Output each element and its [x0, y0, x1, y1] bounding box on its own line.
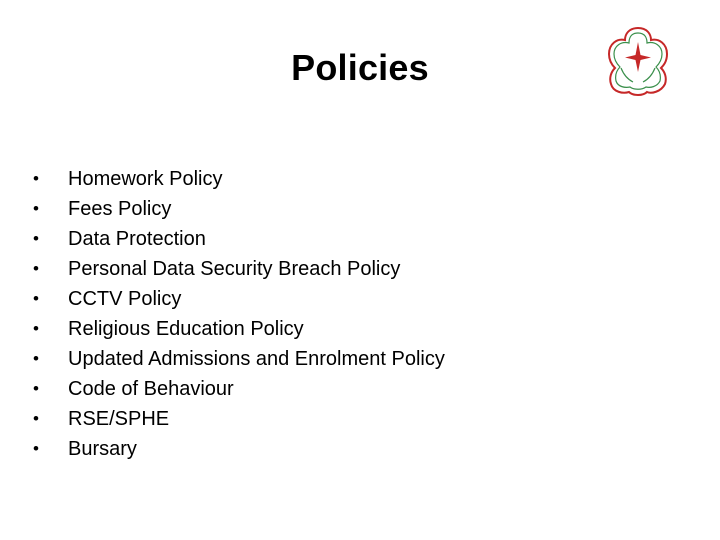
list-item — [30, 344, 445, 374]
bullet-dot-icon: • — [33, 319, 39, 338]
bullet-dot-icon: • — [33, 259, 39, 278]
bullet-dot-icon: • — [33, 169, 39, 188]
bullet-dot-icon: • — [33, 409, 39, 428]
list-item-label: Homework Policy — [68, 168, 223, 190]
bullet-dot-icon: • — [33, 349, 39, 368]
list-item-label: Data Protection — [68, 228, 206, 250]
list-item — [30, 194, 445, 224]
list-item-label: Personal Data Security Breach Policy — [68, 258, 401, 280]
list-item-label: CCTV Policy — [68, 288, 182, 310]
list-item — [30, 434, 445, 464]
list-item-label: Religious Education Policy — [68, 318, 304, 340]
bullet-dot-icon: • — [33, 289, 39, 308]
list-item-label: Bursary — [68, 438, 137, 460]
school-crest-icon — [603, 24, 673, 98]
list-item-label: Updated Admissions and Enrolment Policy — [68, 348, 445, 370]
bullet-dot-icon: • — [33, 229, 39, 248]
list-item — [30, 254, 445, 284]
bullet-list — [30, 164, 445, 464]
list-item-label: Fees Policy — [68, 198, 172, 220]
list-item — [30, 404, 445, 434]
list-item — [30, 284, 445, 314]
bullet-dot-icon: • — [33, 199, 39, 218]
list-item — [30, 314, 445, 344]
bullet-dot-icon: • — [33, 379, 39, 398]
list-item — [30, 224, 445, 254]
list-item-label: Code of Behaviour — [68, 378, 234, 400]
list-item — [30, 374, 445, 404]
page-title: Policies — [291, 47, 429, 88]
list-item-label: RSE/SPHE — [68, 408, 170, 430]
bullet-dot-icon: • — [33, 439, 39, 458]
list-item — [30, 164, 445, 194]
